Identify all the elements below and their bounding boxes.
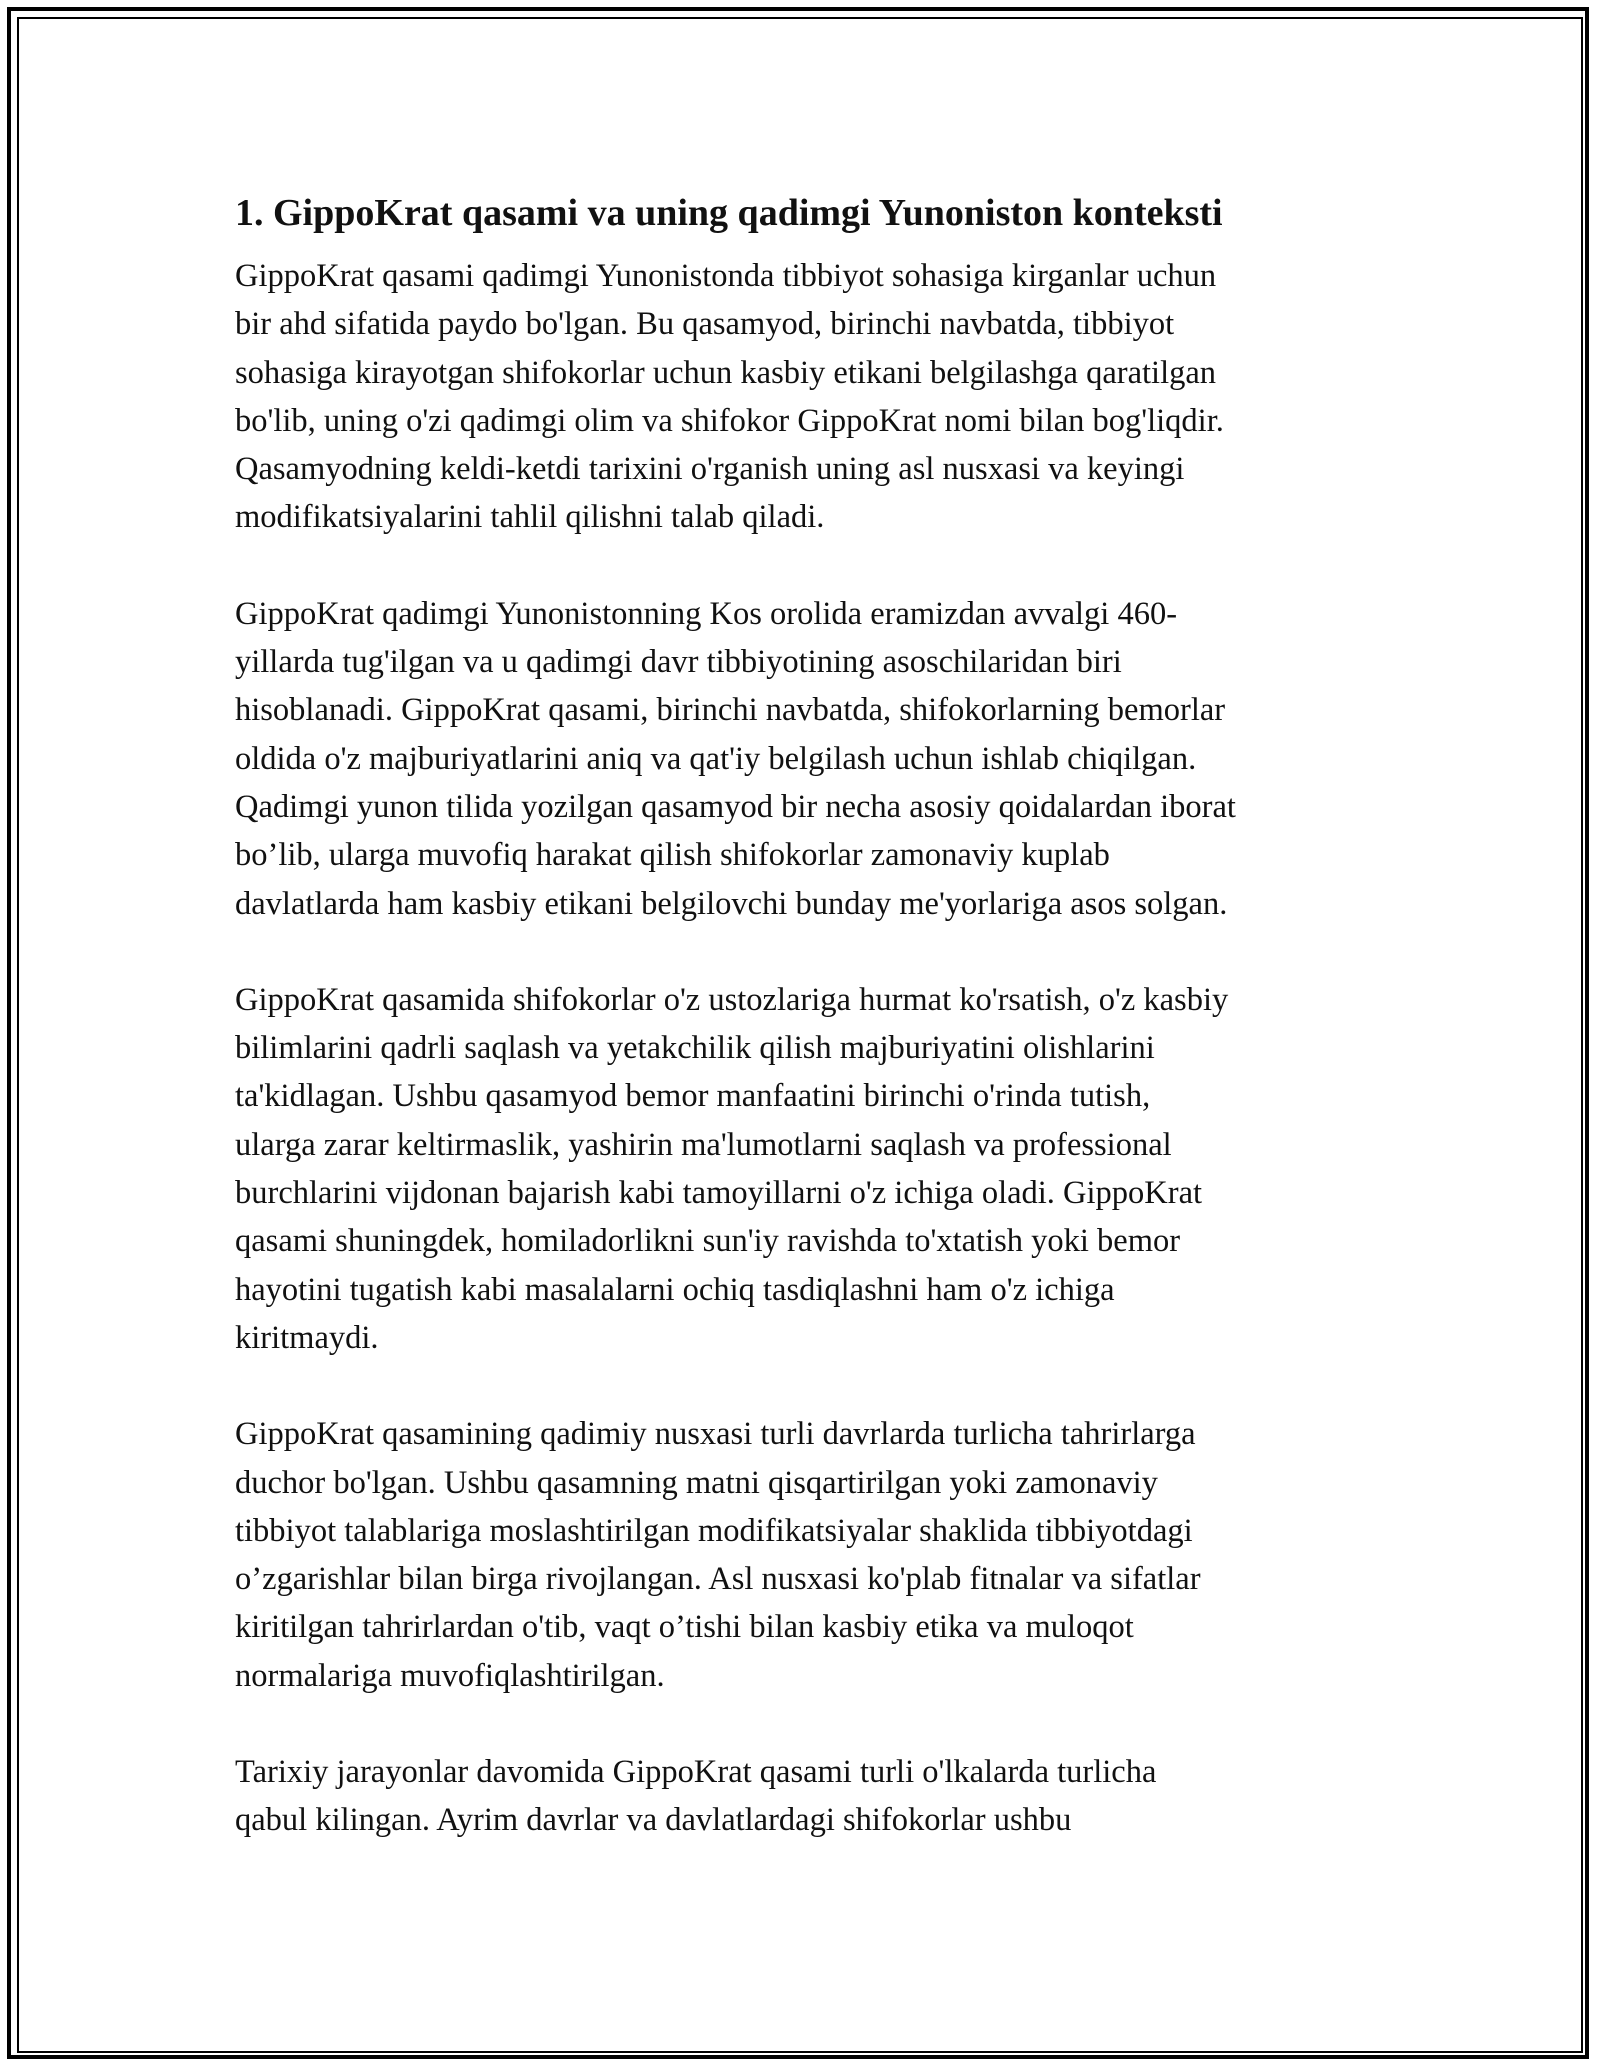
text-line: sohasiga kirayotgan shifokorlar uchun kasbiy etikani belgilashga qaratilgan: [235, 354, 1217, 391]
text-line: GippoKrat qasamining qadimiy nusxasi turli davrlarda turlicha tahrirlarga: [235, 1416, 1196, 1453]
text-line: ularga zarar keltirmaslik, yashirin ma'lumotlarni saqlash va professional: [235, 1126, 1172, 1163]
text-line: bilimlarini qadrli saqlash va yetakchilik qilish majburiyatini olishlarini: [235, 1030, 1155, 1067]
text-line: duchor bo'lgan. Ushbu qasamning matni qisqartirilgan yoki zamonaviy: [235, 1464, 1158, 1501]
text-line: kiritilgan tahrirlardan o'tib, vaqt o’tishi bilan kasbiy etika va muloqot: [235, 1609, 1134, 1646]
text-line: normalariga muvofiqlashtirilgan.: [235, 1657, 665, 1694]
text-line: GippoKrat qadimgi Yunonistonning Kos orolida eramizdan avvalgi 460-: [235, 595, 1178, 632]
paragraph-2: [235, 590, 1370, 928]
text-line: bo'lib, uning o'zi qadimgi olim va shifokor GippoKrat nomi bilan bog'liqdir.: [235, 402, 1224, 439]
text-line: modifikatsiyalarini tahlil qilishni talab qiladi.: [235, 499, 825, 536]
text-line: ta'kidlagan. Ushbu qasamyod bemor manfaatini birinchi o'rinda tutish,: [235, 1078, 1151, 1115]
text-line: hayotini tugatish kabi masalalarni ochiq tasdiqlashni ham o'z ichiga: [235, 1271, 1115, 1308]
text-line: burchlarini vijdonan bajarish kabi tamoyillarni o'z ichiga oladi. GippoKrat: [235, 1175, 1203, 1212]
text-line: qabul kilingan. Ayrim davrlar va davlatlardagi shifokorlar ushbu: [235, 1802, 1072, 1839]
section-heading: 1. GippoKrat qasami va uning qadimgi Yunoniston konteksti: [235, 192, 1223, 234]
paragraph-4: [235, 1410, 1370, 1700]
text-line: qasami shuningdek, homiladorlikni sun'iy ravishda to'xtatish yoki bemor: [235, 1223, 1181, 1260]
text-line: davlatlarda ham kasbiy etikani belgilovchi bunday me'yorlariga asos solgan.: [235, 885, 1228, 922]
text-line: GippoKrat qasami qadimgi Yunonistonda tibbiyot sohasiga kirganlar uchun: [235, 258, 1217, 294]
text-line: oldida o'z majburiyatlarini aniq va qat'iy belgilash uchun ishlab chiqilgan.: [235, 740, 1197, 777]
paragraph-3: [235, 976, 1370, 1362]
text-line: tibbiyot talablariga moslashtirilgan modifikatsiyalar shaklida tibbiyotdagi: [235, 1512, 1193, 1549]
text-line: yillarda tug'ilgan va u qadimgi davr tibbiyotining asoschilaridan biri: [235, 644, 1122, 681]
text-line: Qasamyodning keldi-ketdi tarixini o'rganish uning asl nusxasi va keyingi: [235, 451, 1185, 488]
text-line: hisoblanadi. GippoKrat qasami, birinchi navbatda, shifokorlarning bemorlar: [235, 692, 1226, 729]
document-body: [235, 188, 1370, 1893]
paragraph-5: [235, 1748, 1370, 1845]
text-line: o’zgarishlar bilan birga rivojlangan. Asl nusxasi ko'plab fitnalar va sifatlar: [235, 1561, 1201, 1598]
text-line: GippoKrat qasamida shifokorlar o'z ustozlariga hurmat ko'rsatish, o'z kasbiy: [235, 981, 1229, 1018]
paragraph-1: [235, 252, 1370, 542]
text-line: kiritmaydi.: [235, 1319, 379, 1356]
text-line: Qadimgi yunon tilida yozilgan qasamyod bir necha asosiy qoidalardan iborat: [235, 788, 1236, 825]
text-line: bir ahd sifatida paydo bo'lgan. Bu qasamyod, birinchi navbatda, tibbiyot: [235, 306, 1175, 343]
text-line: bo’lib, ularga muvofiq harakat qilish shifokorlar zamonaviy kuplab: [235, 837, 1110, 874]
text-line: Tarixiy jarayonlar davomida GippoKrat qasami turli o'lkalarda turlicha: [235, 1754, 1157, 1791]
